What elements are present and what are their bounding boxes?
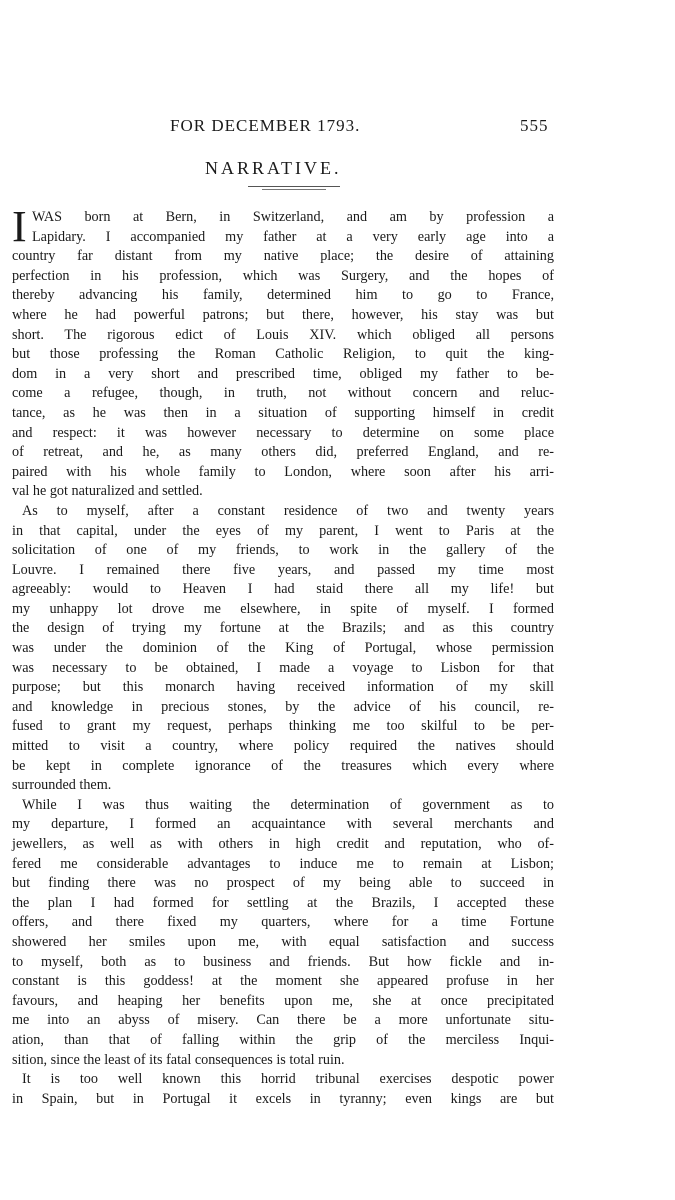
body-text bbox=[12, 202, 554, 1109]
text-line: thereby advancing his family, determined him to go to France, bbox=[12, 287, 554, 304]
text-line: offers, and there fixed my quarters, where for a time Fortune bbox=[12, 914, 554, 931]
text-line: my departure, I formed an acquaintance with several merchants and bbox=[12, 816, 554, 833]
text-line: solicitation of one of my friends, to work in the gallery of the bbox=[12, 542, 554, 559]
text-line: Louvre. I remained there five years, and passed my time most bbox=[12, 561, 554, 578]
text-line: short. The rigorous edict of Louis XIV. which obliged all persons bbox=[12, 326, 554, 343]
text-line: fused to grant my request, perhaps thinking me too skilful to be per- bbox=[12, 718, 554, 735]
text-line: but those professing the Roman Catholic Religion, to quit the king- bbox=[12, 346, 554, 363]
text-line: While I was thus waiting the determination of government as to bbox=[22, 796, 554, 813]
text-line: favours, and heaping her benefits upon me, she at once precipitated bbox=[12, 992, 554, 1009]
text-line: was under the dominion of the King of Portugal, whose permission bbox=[12, 640, 554, 657]
text-line: my unhappy lot drove me elsewhere, in spite of myself. I formed bbox=[12, 600, 554, 617]
text-line: the design of trying my fortune at the Brazils; and as this country bbox=[12, 620, 554, 637]
text-line: and knowledge in precious stones, by the advice of his council, re- bbox=[12, 698, 554, 715]
text-line: dom in a very short and prescribed time, obliged my father to be- bbox=[12, 365, 554, 382]
text-line: showered her smiles upon me, with equal satisfaction and success bbox=[12, 933, 554, 950]
text-line: agreeably: would to Heaven I had staid there all my life! but bbox=[12, 581, 554, 598]
text-line: was necessary to be obtained, I made a voyage to Lisbon for that bbox=[12, 659, 554, 676]
text-line: in that capital, under the eyes of my parent, I went to Paris at the bbox=[12, 522, 554, 539]
text-line: It is too well known this horrid tribunal exercises despotic power bbox=[22, 1071, 554, 1088]
title-rule-secondary bbox=[262, 189, 326, 190]
text-line: fered me considerable advantages to induce me to remain at Lisbon; bbox=[12, 855, 554, 872]
text-line: but finding there was no prospect of my being able to succeed in bbox=[12, 875, 554, 892]
text-line: paired with his whole family to London, where soon after his arri- bbox=[12, 463, 554, 480]
text-line: of retreat, and he, as many others did, preferred England, and re- bbox=[12, 444, 554, 461]
text-line: tance, as he was then in a situation of supporting himself in credit bbox=[12, 404, 554, 421]
text-line: country far distant from my native place; the desire of attaining bbox=[12, 248, 554, 265]
page-number: 555 bbox=[520, 116, 549, 135]
text-line: perfection in his profession, which was Surgery, and the hopes of bbox=[12, 267, 554, 284]
text-line: where he had powerful patrons; but there, however, his stay was but bbox=[12, 306, 554, 323]
section-title-text: NARRATIVE. bbox=[205, 158, 342, 178]
text-line: jewellers, as well as with others in high credit and reputation, who of- bbox=[12, 836, 554, 852]
text-line: constant is this goddess! at the moment she appeared profuse in her bbox=[12, 973, 554, 990]
text-line: and respect: it was however necessary to determine on some place bbox=[12, 424, 554, 441]
text-line: val he got naturalized and settled. bbox=[12, 483, 203, 500]
drop-cap: I bbox=[12, 202, 27, 251]
running-title: FOR DECEMBER 1793. bbox=[170, 116, 361, 135]
running-head bbox=[0, 116, 675, 138]
text-line: mitted to visit a country, where policy required the natives should bbox=[12, 738, 554, 755]
text-line: the plan I had formed for settling at the Brazils, I accepted these bbox=[12, 894, 554, 911]
text-line: sition, since the least of its fatal consequences is total ruin. bbox=[12, 1051, 345, 1068]
text-line: surrounded them. bbox=[12, 777, 112, 794]
text-line: come a refugee, though, in truth, not without concern and reluc- bbox=[12, 385, 554, 402]
text-line: purpose; but this monarch having received information of my skill bbox=[12, 679, 554, 696]
text-line: WAS born at Bern, in Switzerland, and am by profession a bbox=[32, 209, 554, 225]
text-line: me into an abyss of misery. Can there be a more unfortunate situ- bbox=[12, 1012, 554, 1029]
text-line: ation, than that of falling within the grip of the merciless Inqui- bbox=[12, 1031, 554, 1048]
text-line: Lapidary. I accompanied my father at a very early age into a bbox=[32, 228, 554, 245]
text-line: be kept in complete ignorance of the treasures which every where bbox=[12, 757, 554, 774]
text-line: in Spain, but in Portugal it excels in tyranny; even kings are but bbox=[12, 1090, 554, 1107]
text-line: As to myself, after a constant residence of two and twenty years bbox=[22, 502, 554, 519]
text-line: to myself, both as to business and friends. But how fickle and in- bbox=[12, 953, 554, 970]
title-rule bbox=[248, 186, 340, 187]
